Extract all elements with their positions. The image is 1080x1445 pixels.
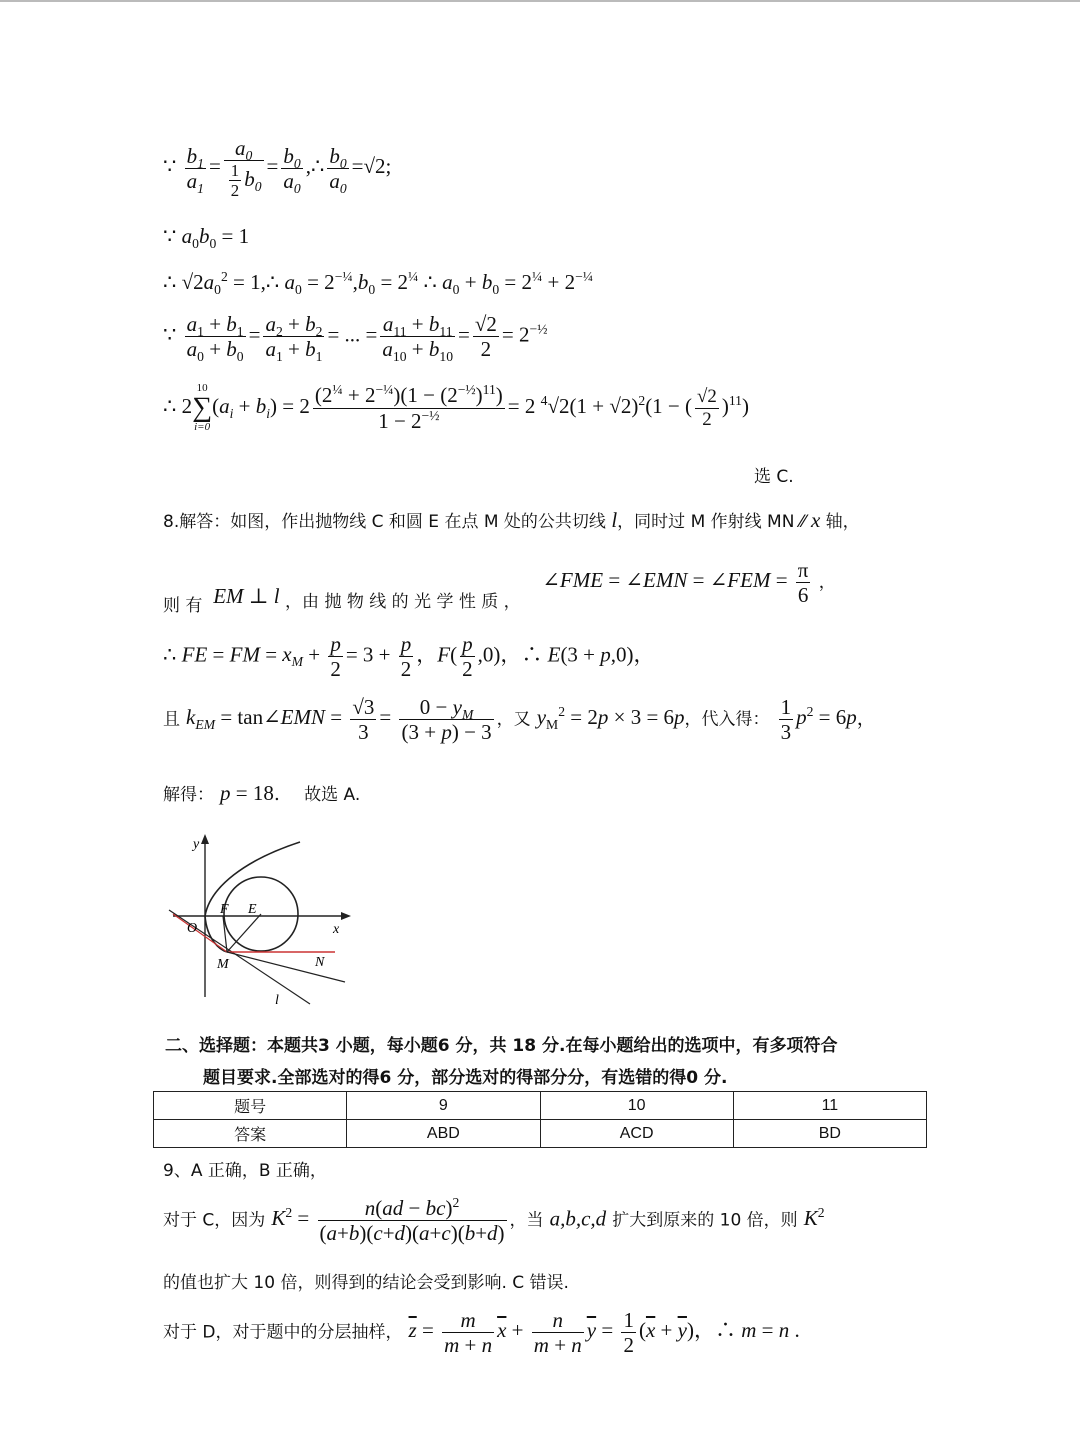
answer-table (153, 1091, 927, 1148)
section2-line2: 题目要求.全部选对的得6 分，部分选对的得部分分，有选错的得0 分. (203, 1068, 728, 1088)
q8-line4: 且 $k_{EM}$ = tan∠EMN = $\frac{√3}{3}$ = $\frac{0 - y_M}{(3 + p) - 3}$ ，又 $y_M^2 = 2p \times 3 = 6p$，代入得： $\frac{1}{3}$ $p^2 = 6p$， (163, 695, 876, 745)
q9-d-line: 对于 D，对于题中的分层抽样， $\overline{z}$ = $\frac{m}{m + n}$ $\overline{x}$ + $\frac{n}{m + n}$ $\overline{y}$ = $\frac{1}{2}$ $(\overline{x} + \overline{y})$，∴ m = n . (163, 1308, 800, 1358)
q9-c-line: 对于 C，因为 $K^2$ = $\frac{n(ad - bc)^2}{(a+b)(c+d)(a+c)(b+d)}$ ，当 a,b,c,d 扩大到原来的 10 倍，则 $K^2$ (163, 1195, 825, 1246)
section2-line1: 二、选择题：本题共3 小题，每小题6 分，共 18 分.在每小题给出的选项中，有多项符合 (165, 1036, 838, 1056)
label-m: M (217, 957, 229, 972)
y-axis-arrow (201, 834, 209, 844)
label-o: O (187, 921, 198, 936)
table-cell: ACD (540, 1120, 733, 1148)
label-f: F (220, 902, 229, 917)
tangent-lower-line (227, 952, 345, 982)
math-line-ratio: ∵ $\frac{b_1}{a_1}$ = $a_0$ $\frac{1}{2}$ $b_0$ = $\frac{b_0}{a_0}$ ,∴ $\frac{b_0}{a_0}$ =√2; (163, 136, 392, 201)
page-top-border (0, 0, 1080, 2)
table-cell: 10 (540, 1092, 733, 1120)
table-cell: 题号 (154, 1092, 347, 1120)
label-x: x (333, 922, 340, 937)
math-line-product: ∵ $a_0b_0 = 1$ (163, 224, 250, 252)
table-cell: 答案 (154, 1120, 347, 1148)
table-header-row (154, 1092, 927, 1120)
table-cell: 9 (347, 1092, 540, 1120)
math-line-sum: ∴ 2 10 ∑ i=0 $(a_i + b_i) = 2$ $\frac{(2^{\frac{1}{4}} + 2^{-\frac{1}{4}})(1 - (2^{-\frac{1}{2}})^{11})}{1 - 2^{-\frac{1}{2}}}$ = 2 $^4√2(1 + √2)^2(1$ − ( $\frac{√2}{2}$ )$^{11}$) (163, 382, 749, 433)
tangent-line-red (173, 914, 227, 952)
parabola-circle-figure (165, 832, 355, 1012)
q8-solution: 解得： p = 18. 故选 A. (163, 781, 361, 805)
q9-c-line2: 的值也扩大 10 倍，则得到的结论会受到影响. C 错误. (163, 1273, 569, 1293)
q8-line2: 则 有 EM ⊥ l ，由 抛 物 线 的 光 学 性 质 ， ∠FME = ∠EMN = ∠FEM = $\frac{\pi}{6}$ ， (163, 558, 836, 617)
label-y: y (193, 837, 200, 852)
table-row (154, 1120, 927, 1148)
label-n: N (315, 955, 325, 970)
table-cell: BD (733, 1120, 926, 1148)
math-line-solve-a0: ∴ $√2a_0^2$ = 1,∴ $a_0 = 2^{-\frac{1}{4}},b_0 = 2^{\frac{1}{4}}$ ∴ $a_0 + b_0 = 2^{\frac{1}{4}} + 2^{-\frac{1}{4}}$ (163, 269, 594, 298)
prev-answer: 选 C. (754, 467, 794, 487)
table-cell: 11 (733, 1092, 926, 1120)
q8-heading: 8.解答：如图，作出抛物线 C 和圆 E 在点 M 处的公共切线 l，同时过 M 作射线 MN ⁄⁄ x 轴， (163, 508, 860, 532)
q8-line3: ∴ FE = FM = $x_M$ + $\frac{p}{2}$ = 3 + $\frac{p}{2}$ ，F( $\frac{p}{2}$ ,0)，∴ E(3 + p,0)， (163, 632, 655, 682)
parabola-curve (205, 842, 300, 952)
x-axis-arrow (341, 912, 351, 920)
table-cell: ABD (347, 1120, 540, 1148)
math-line-ratio-chain: ∵ $\frac{a_1 + b_1}{a_0 + b_0}$ = $\frac{a_2 + b_2}{a_1 + b_1}$ = ... = $\frac{a_{11} + b_{11}}{a_{10} + b_{10}}$ = $\frac{√2}{2}$ = $2^{-\frac{1}{2}}$ (163, 312, 548, 365)
label-l: l (275, 993, 279, 1008)
label-e: E (248, 902, 257, 917)
q9-line1: 9、A 正确，B 正确， (163, 1161, 327, 1181)
